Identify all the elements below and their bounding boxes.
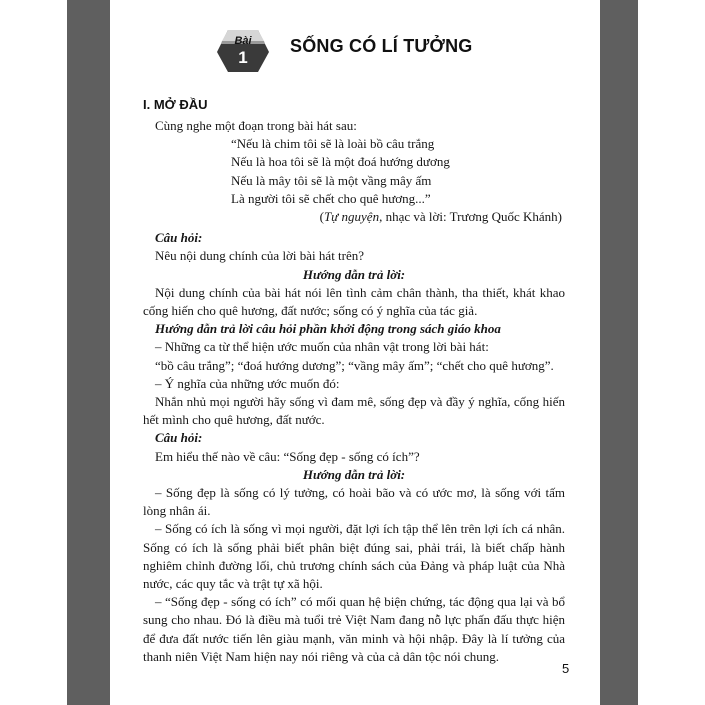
answer-2-paragraph: – Sống có ích là sống vì mọi người, đặt lợi ích tập thể lên trên lợi ích cá nhân. Sống có ích là sống phải biết phân biệt đúng sai, phải trái, là biết chấp hành nghiêm chỉnh đường lối, chủ trương chính sách của Đảng và pháp luật của Nhà nước, các quy tắc và trật tự xã hội. bbox=[143, 521, 565, 592]
poem-line: Nếu là mây tôi sẽ là một vầng mây ấm bbox=[231, 172, 432, 188]
scan-margin-left bbox=[67, 0, 110, 705]
question-2-label: Câu hỏi: bbox=[155, 430, 203, 446]
song-title: Tự nguyện bbox=[323, 209, 380, 225]
poem-line: Nếu là hoa tôi sẽ là một đoá hướng dương bbox=[231, 154, 450, 170]
intro-text: Cùng nghe một đoạn trong bài hát sau: bbox=[155, 118, 357, 133]
question-2-text: Em hiểu thế nào về câu: “Sống đẹp - sống có ích”? bbox=[155, 448, 420, 464]
answer-2-paragraph: – “Sống đẹp - sống có ích” có mối quan hệ biện chứng, tác động qua lại và bổ sung cho nhau. Đó là điều mà tuổi trẻ Việt Nam đang nỗ lực phấn đấu thực hiện để đưa đất nước tiến lên giàu mạnh, văn minh và hội nhập. Đây là lí tưởng của thanh niên Việt Nam hiện nay nói riêng và của cả dân tộc nói chung. bbox=[143, 594, 565, 664]
answer-1-text: Nội dung chính của bài hát nói lên tình cảm chân thành, tha thiết, khát khao cống hiến cho quê hương, đất nước; sống có ý nghĩa của tác giả. bbox=[143, 284, 565, 319]
scan-margin-right bbox=[600, 0, 638, 705]
lesson-badge-label: Bài bbox=[234, 35, 252, 47]
textbook-guide-item: Nhắn nhủ mọi người hãy sống vì đam mê, sống đẹp và đầy ý nghĩa, cống hiến hết mình cho quê hương, đất nước. bbox=[143, 394, 565, 428]
question-1-label: Câu hỏi: bbox=[155, 230, 203, 246]
lesson-title: SỐNG CÓ LÍ TƯỞNG bbox=[290, 36, 473, 56]
poem-line: Là người tôi sẽ chết cho quê hương...” bbox=[231, 190, 431, 206]
textbook-guide-item: – Ý nghĩa của những ước muốn đó: bbox=[155, 375, 340, 391]
question-1-text: Nêu nội dung chính của lời bài hát trên? bbox=[155, 248, 365, 264]
lesson-badge-number: 1 bbox=[238, 48, 248, 67]
book-page bbox=[110, 0, 600, 705]
textbook-guide-heading: Hướng dẫn trả lời câu hỏi phần khởi động trong sách giáo khoa bbox=[155, 321, 501, 337]
textbook-guide-item: – Những ca từ thể hiện ước muốn của nhân vật trong lời bài hát: bbox=[155, 339, 489, 355]
song-credit-rest: , nhạc và lời: Trương Quốc Khánh) bbox=[379, 209, 562, 225]
answer-2-heading: Hướng dẫn trả lời: bbox=[302, 466, 406, 482]
textbook-guide-item: “bồ câu trắng”; “đoá hướng dương”; “vầng mây ấm”; “chết cho quê hương”. bbox=[155, 357, 554, 373]
poem-line: “Nếu là chim tôi sẽ là loài bồ câu trắng bbox=[231, 136, 435, 152]
lesson-badge bbox=[214, 26, 272, 74]
song-credit: (Tự nguyện, nhạc và lời: Trương Quốc Khánh) bbox=[319, 209, 562, 225]
section-heading: I. MỞ ĐẦU bbox=[143, 97, 208, 112]
page-number: 5 bbox=[562, 661, 570, 676]
answer-2-paragraph: – Sống đẹp là sống có lý tưởng, có hoài bão và có ước mơ, là sống với tấm lòng nhân ái. bbox=[143, 485, 565, 519]
page-body bbox=[143, 117, 565, 666]
answer-1-heading: Hướng dẫn trả lời: bbox=[302, 266, 406, 282]
